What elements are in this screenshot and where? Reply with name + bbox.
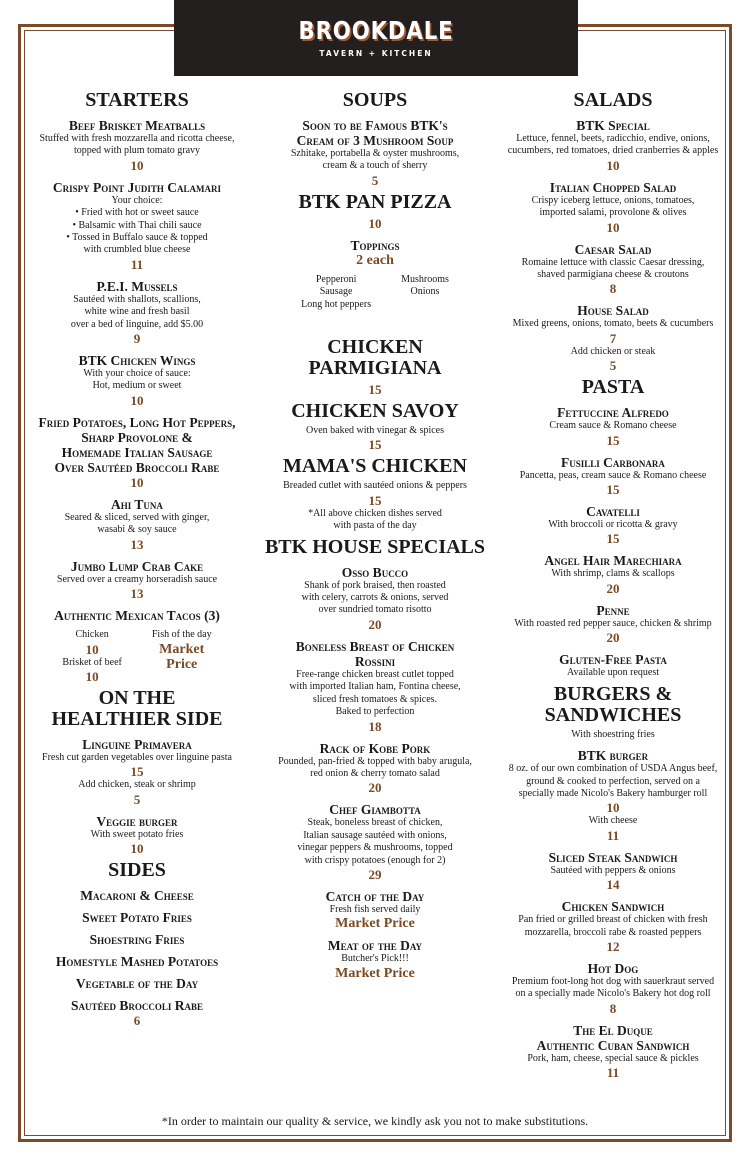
item-price: 10 bbox=[130, 157, 144, 173]
item-description: over a bed of linguine, add $5.00 bbox=[70, 318, 204, 330]
menu-item bbox=[24, 180, 250, 272]
item-description: mozzarella, broccoli rabe & roasted peppers bbox=[524, 926, 702, 938]
menu-item bbox=[24, 814, 250, 856]
menu-item bbox=[497, 961, 729, 1016]
item-price: Price bbox=[166, 656, 198, 672]
item-description: With your choice of sauce: bbox=[83, 368, 191, 380]
item-description: Cream sauce & Romano cheese bbox=[549, 420, 677, 432]
item-description: Butcher's Pick!!! bbox=[341, 953, 409, 965]
item-description: 8 oz. of our own combination of USDA Angus beef, bbox=[508, 763, 718, 775]
option-column bbox=[62, 629, 121, 684]
item-description: With shoestring fries bbox=[571, 728, 655, 740]
menu-item bbox=[262, 216, 488, 231]
item-description: with crispy potatoes (enough for 2) bbox=[304, 854, 446, 866]
item-description: Romaine lettuce with classic Caesar dressing, bbox=[521, 256, 705, 268]
item-description: Fish of the day bbox=[151, 629, 212, 641]
item-name: Homestyle Mashed Potatoes bbox=[55, 954, 219, 970]
option-column bbox=[301, 274, 371, 311]
menu-item bbox=[24, 608, 250, 623]
item-name: Fried Potatoes, Long Hot Peppers, Sharp Provolone & Homemade Italian Sausage Over Sautéed Broccoli Rabe bbox=[38, 414, 236, 475]
menu-item bbox=[497, 850, 729, 892]
item-name: Toppings bbox=[350, 237, 400, 253]
item-description: Long hot peppers bbox=[301, 298, 372, 310]
item-description: Add chicken, steak or shrimp bbox=[78, 779, 196, 791]
item-price: 15 bbox=[606, 482, 620, 498]
item-price: 15 bbox=[368, 382, 382, 398]
section-heading: PASTA bbox=[581, 376, 645, 399]
menu-item bbox=[262, 238, 488, 268]
item-name: BTK Special bbox=[576, 118, 650, 133]
menu-item bbox=[24, 976, 250, 991]
item-description: specially made Nicolo's Bakery hamburger roll bbox=[518, 787, 708, 799]
item-description: white wine and fresh basil bbox=[84, 306, 190, 318]
item-description: vinegar peppers & mushrooms, topped bbox=[297, 842, 453, 854]
item-description: cream & a touch of sherry bbox=[322, 160, 428, 172]
item-name: Beef Brisket Meatballs bbox=[68, 118, 206, 133]
menu-column-left bbox=[24, 86, 250, 1028]
item-name: Catch of the Day bbox=[325, 888, 425, 904]
item-name: Fettuccine Alfredo bbox=[557, 405, 669, 421]
menu-item bbox=[262, 741, 488, 796]
menu-column-middle bbox=[262, 86, 488, 981]
item-price: 10 bbox=[85, 668, 99, 684]
item-price: 20 bbox=[606, 630, 620, 646]
menu-item bbox=[497, 242, 729, 297]
item-name: Cavatelli bbox=[586, 504, 640, 520]
item-price: 6 bbox=[133, 1013, 141, 1029]
menu-item bbox=[497, 553, 729, 595]
item-price: 11 bbox=[606, 1065, 620, 1081]
item-price: 8 bbox=[609, 281, 617, 297]
item-description: red onion & cherry tomato salad bbox=[310, 767, 440, 779]
section-heading: SALADS bbox=[573, 89, 653, 111]
item-description: With shrimp, clams & scallops bbox=[551, 568, 675, 580]
section-heading: BTK PAN PIZZA bbox=[298, 190, 452, 213]
item-description: • Balsamic with Thai chili sauce bbox=[72, 219, 202, 231]
item-price: 12 bbox=[606, 938, 620, 954]
item-price: 13 bbox=[130, 536, 144, 552]
item-price: 15 bbox=[368, 437, 382, 453]
item-description: Free-range chicken breast cutlet topped bbox=[296, 668, 454, 680]
item-description: Hot, medium or sweet bbox=[92, 380, 182, 392]
item-description: Pork, ham, cheese, special sauce & pickles bbox=[527, 1052, 699, 1064]
item-price: 15 bbox=[606, 531, 620, 547]
menu-item bbox=[497, 652, 729, 679]
item-name: Caesar Salad bbox=[574, 241, 652, 257]
item-name: Fusilli Carbonara bbox=[561, 454, 665, 470]
section-heading: MAMA'S CHICKEN bbox=[283, 455, 467, 478]
item-price: 11 bbox=[606, 827, 620, 843]
menu-item bbox=[24, 559, 250, 601]
menu-item bbox=[497, 303, 729, 373]
menu-item bbox=[24, 118, 250, 173]
item-description: ground & cooked to perfection, served on a bbox=[526, 775, 700, 787]
section-heading: STARTERS bbox=[85, 89, 189, 111]
item-price: 10 bbox=[368, 215, 382, 231]
item-name: Veggie burger bbox=[96, 813, 178, 829]
item-price: Market Price bbox=[335, 916, 415, 932]
section-heading: CHICKEN PARMIGIANA bbox=[308, 336, 442, 380]
option-column bbox=[152, 629, 212, 684]
item-name: Soon to be Famous BTK's Cream of 3 Mushroom Soup bbox=[296, 118, 454, 148]
menu-item bbox=[497, 504, 729, 546]
item-description: Italian sausage sautéed with onions, bbox=[303, 829, 447, 841]
item-description: Pounded, pan-fried & topped with baby arugula, bbox=[278, 755, 472, 767]
item-price: 10 bbox=[130, 392, 144, 408]
option-grid bbox=[262, 274, 488, 311]
menu-item bbox=[497, 603, 729, 645]
section-heading: SOUPS bbox=[342, 89, 408, 111]
item-price: Market bbox=[159, 641, 205, 657]
menu-item bbox=[262, 382, 488, 397]
menu-item bbox=[24, 353, 250, 408]
logo bbox=[174, 0, 578, 76]
option-column bbox=[401, 274, 449, 311]
item-name: Chef Giambotta bbox=[329, 802, 421, 818]
item-description: with pasta of the day bbox=[333, 520, 417, 532]
menu-item bbox=[262, 425, 488, 452]
section-heading: BTK HOUSE SPECIALS bbox=[264, 535, 486, 558]
menu-item bbox=[24, 279, 250, 346]
item-description: Your choice: bbox=[111, 194, 163, 206]
item-price: 5 bbox=[609, 358, 617, 374]
item-name: Crispy Point Judith Calamari bbox=[52, 179, 222, 195]
item-description: • Tossed in Buffalo sauce & topped bbox=[66, 232, 208, 244]
item-price: 5 bbox=[133, 791, 141, 807]
item-price: 20 bbox=[368, 780, 382, 796]
item-description: Baked to perfection bbox=[335, 706, 415, 718]
item-price: 10 bbox=[130, 474, 144, 490]
menu-item bbox=[262, 639, 488, 734]
menu-item bbox=[24, 932, 250, 947]
logo-tagline: TAVERN + KITCHEN bbox=[319, 49, 433, 58]
item-description: shaved parmigiana cheese & croutons bbox=[537, 269, 689, 281]
item-price: 10 bbox=[85, 641, 99, 657]
item-description: with celery, carrots & onions, served bbox=[301, 592, 449, 604]
item-description: Mixed greens, onions, tomato, beets & cucumbers bbox=[512, 318, 714, 330]
item-description: Sautéed with peppers & onions bbox=[550, 864, 676, 876]
item-description: with crumbled blue cheese bbox=[83, 244, 191, 256]
item-description: Available upon request bbox=[566, 667, 659, 679]
item-description: with imported Italian ham, Fontina cheese, bbox=[289, 681, 461, 693]
item-name: Italian Chopped Salad bbox=[549, 179, 677, 195]
item-description: Brisket of beef bbox=[62, 656, 122, 668]
item-price: 11 bbox=[130, 256, 144, 272]
item-description: With broccoli or ricotta & gravy bbox=[548, 519, 678, 531]
menu-item bbox=[262, 480, 488, 532]
item-description: Pancetta, peas, cream sauce & Romano cheese bbox=[519, 469, 707, 481]
item-name: Ahi Tuna bbox=[111, 496, 163, 512]
item-name: Sliced Steak Sandwich bbox=[548, 849, 678, 865]
item-description: Add chicken or steak bbox=[570, 345, 656, 357]
item-name: Angel Hair Marechiara bbox=[544, 553, 682, 569]
item-name: Authentic Mexican Tacos (3) bbox=[54, 608, 220, 624]
item-name: Linguine Primavera bbox=[82, 736, 192, 752]
item-name: Macaroni & Cheese bbox=[80, 888, 194, 904]
menu-item bbox=[24, 910, 250, 925]
item-description: Chicken bbox=[75, 629, 109, 641]
item-description: topped with plum tomato gravy bbox=[73, 145, 201, 157]
item-description: With sweet potato fries bbox=[90, 828, 184, 840]
item-description: *All above chicken dishes served bbox=[308, 507, 442, 519]
menu-item bbox=[24, 954, 250, 969]
item-description: Premium foot-long hot dog with sauerkraut served bbox=[511, 975, 715, 987]
menu-item bbox=[497, 899, 729, 954]
menu-item bbox=[24, 888, 250, 903]
menu-item bbox=[497, 405, 729, 447]
menu-item bbox=[497, 748, 729, 843]
section-heading: SIDES bbox=[108, 859, 166, 882]
item-price: 15 bbox=[130, 764, 144, 780]
menu-item bbox=[24, 737, 250, 807]
item-description: • Fried with hot or sweet sauce bbox=[75, 207, 199, 219]
menu-item bbox=[262, 889, 488, 931]
item-price: 9 bbox=[133, 331, 141, 347]
item-name: BTK Chicken Wings bbox=[78, 353, 196, 369]
item-price: 29 bbox=[368, 866, 382, 882]
item-description: sliced fresh tomatoes & spices. bbox=[312, 693, 438, 705]
item-name: House Salad bbox=[577, 303, 649, 319]
menu-item bbox=[262, 802, 488, 882]
item-description: Oven baked with vinegar & spices bbox=[305, 425, 445, 437]
item-description: cucumbers, red tomatoes, dried cranberries & apples bbox=[507, 145, 719, 157]
menu-column-right bbox=[497, 86, 729, 1080]
item-price: 14 bbox=[606, 877, 620, 893]
footer-note: *In order to maintain our quality & service, we kindly ask you not to make substitutions. bbox=[161, 1114, 589, 1128]
item-description: With cheese bbox=[588, 815, 638, 827]
logo-brand: BROOKDALE bbox=[298, 16, 454, 45]
item-price: 5 bbox=[371, 172, 379, 188]
item-description: Crispy iceberg lettuce, onions, tomatoes, bbox=[531, 194, 695, 206]
item-description: Served over a creamy horseradish sauce bbox=[56, 573, 218, 585]
item-description: Stuffed with fresh mozzarella and ricotta cheese, bbox=[39, 133, 235, 144]
section-heading: CHICKEN SAVOY bbox=[291, 400, 459, 423]
item-price: 20 bbox=[606, 580, 620, 596]
item-price: 10 bbox=[606, 219, 620, 235]
item-name: Penne bbox=[596, 602, 630, 618]
menu-item bbox=[262, 565, 488, 632]
item-price: 15 bbox=[606, 432, 620, 448]
item-price: 8 bbox=[609, 1000, 617, 1016]
item-name: Rack of Kobe Pork bbox=[319, 740, 431, 756]
menu-item bbox=[262, 938, 488, 980]
item-name: Sweet Potato Fries bbox=[82, 910, 192, 926]
item-description: Fresh cut garden vegetables over linguine pasta bbox=[42, 751, 232, 763]
item-price: 13 bbox=[130, 586, 144, 602]
item-name: Shoestring Fries bbox=[89, 932, 185, 948]
item-name: Hot Dog bbox=[587, 960, 639, 976]
item-description: Fresh fish served daily bbox=[329, 903, 421, 915]
item-name: Gluten-Free Pasta bbox=[559, 652, 667, 668]
item-description: Sausage bbox=[319, 286, 353, 298]
item-price: 10 bbox=[130, 841, 144, 857]
item-price: 7 bbox=[609, 330, 617, 346]
item-name: Osso Bucco bbox=[341, 564, 409, 580]
item-description: on a specially made Nicolo's Bakery hot dog roll bbox=[515, 988, 711, 1000]
item-description: Szhitake, portabella & oyster mushrooms, bbox=[290, 148, 460, 159]
menu-item bbox=[497, 455, 729, 497]
item-name: BTK burger bbox=[577, 748, 649, 764]
item-price: Market Price bbox=[335, 965, 415, 981]
item-description: Steak, boneless breast of chicken, bbox=[307, 817, 443, 829]
item-description: Breaded cutlet with sautéed onions & peppers bbox=[283, 480, 467, 492]
menu-item bbox=[497, 180, 729, 235]
item-name: Meat of the Day bbox=[327, 938, 423, 954]
item-name: Sautéed Broccoli Rabe bbox=[70, 998, 204, 1014]
item-description: Onions bbox=[410, 286, 440, 298]
item-description: Sautéed with shallots, scallions, bbox=[73, 293, 201, 305]
item-description: imported salami, provolone & olives bbox=[539, 207, 687, 219]
item-price: 10 bbox=[606, 800, 620, 816]
item-description: over sundried tomato risotto bbox=[318, 604, 432, 616]
option-grid bbox=[24, 629, 250, 684]
item-name: Boneless Breast of Chicken Rossini bbox=[295, 638, 455, 669]
item-price: 18 bbox=[368, 718, 382, 734]
section-heading: ON THE HEALTHIER SIDE bbox=[51, 686, 223, 730]
item-price: 20 bbox=[368, 616, 382, 632]
spacer bbox=[262, 311, 488, 333]
item-description: Pepperoni bbox=[315, 273, 357, 285]
item-description: Shank of pork braised, then roasted bbox=[304, 579, 446, 591]
item-description: With roasted red pepper sauce, chicken & shrimp bbox=[514, 617, 712, 629]
menu-item bbox=[24, 497, 250, 552]
menu-item bbox=[24, 415, 250, 490]
item-price: 10 bbox=[606, 157, 620, 173]
section-heading: BURGERS & SANDWICHES bbox=[544, 682, 682, 726]
item-description: Pan fried or grilled breast of chicken with fresh bbox=[518, 914, 708, 926]
item-name: Chicken Sandwich bbox=[561, 899, 665, 915]
item-description: Lettuce, fennel, beets, radicchio, endive, onions, bbox=[516, 133, 710, 144]
item-description: wasabi & soy sauce bbox=[97, 524, 177, 536]
menu-item bbox=[497, 118, 729, 173]
item-name: Vegetable of the Day bbox=[75, 976, 199, 992]
menu-item bbox=[24, 998, 250, 1028]
menu-item bbox=[497, 1023, 729, 1080]
item-name: Jumbo Lump Crab Cake bbox=[70, 558, 204, 574]
item-price: 2 each bbox=[356, 252, 394, 268]
item-description: Mushrooms bbox=[401, 273, 449, 285]
menu-item bbox=[262, 118, 488, 188]
item-name: The El Duque Authentic Cuban Sandwich bbox=[536, 1022, 690, 1053]
menu-item bbox=[497, 729, 729, 741]
item-name: P.E.I. Mussels bbox=[96, 278, 178, 294]
item-price: 15 bbox=[368, 492, 382, 508]
item-description: Seared & sliced, served with ginger, bbox=[64, 511, 210, 523]
